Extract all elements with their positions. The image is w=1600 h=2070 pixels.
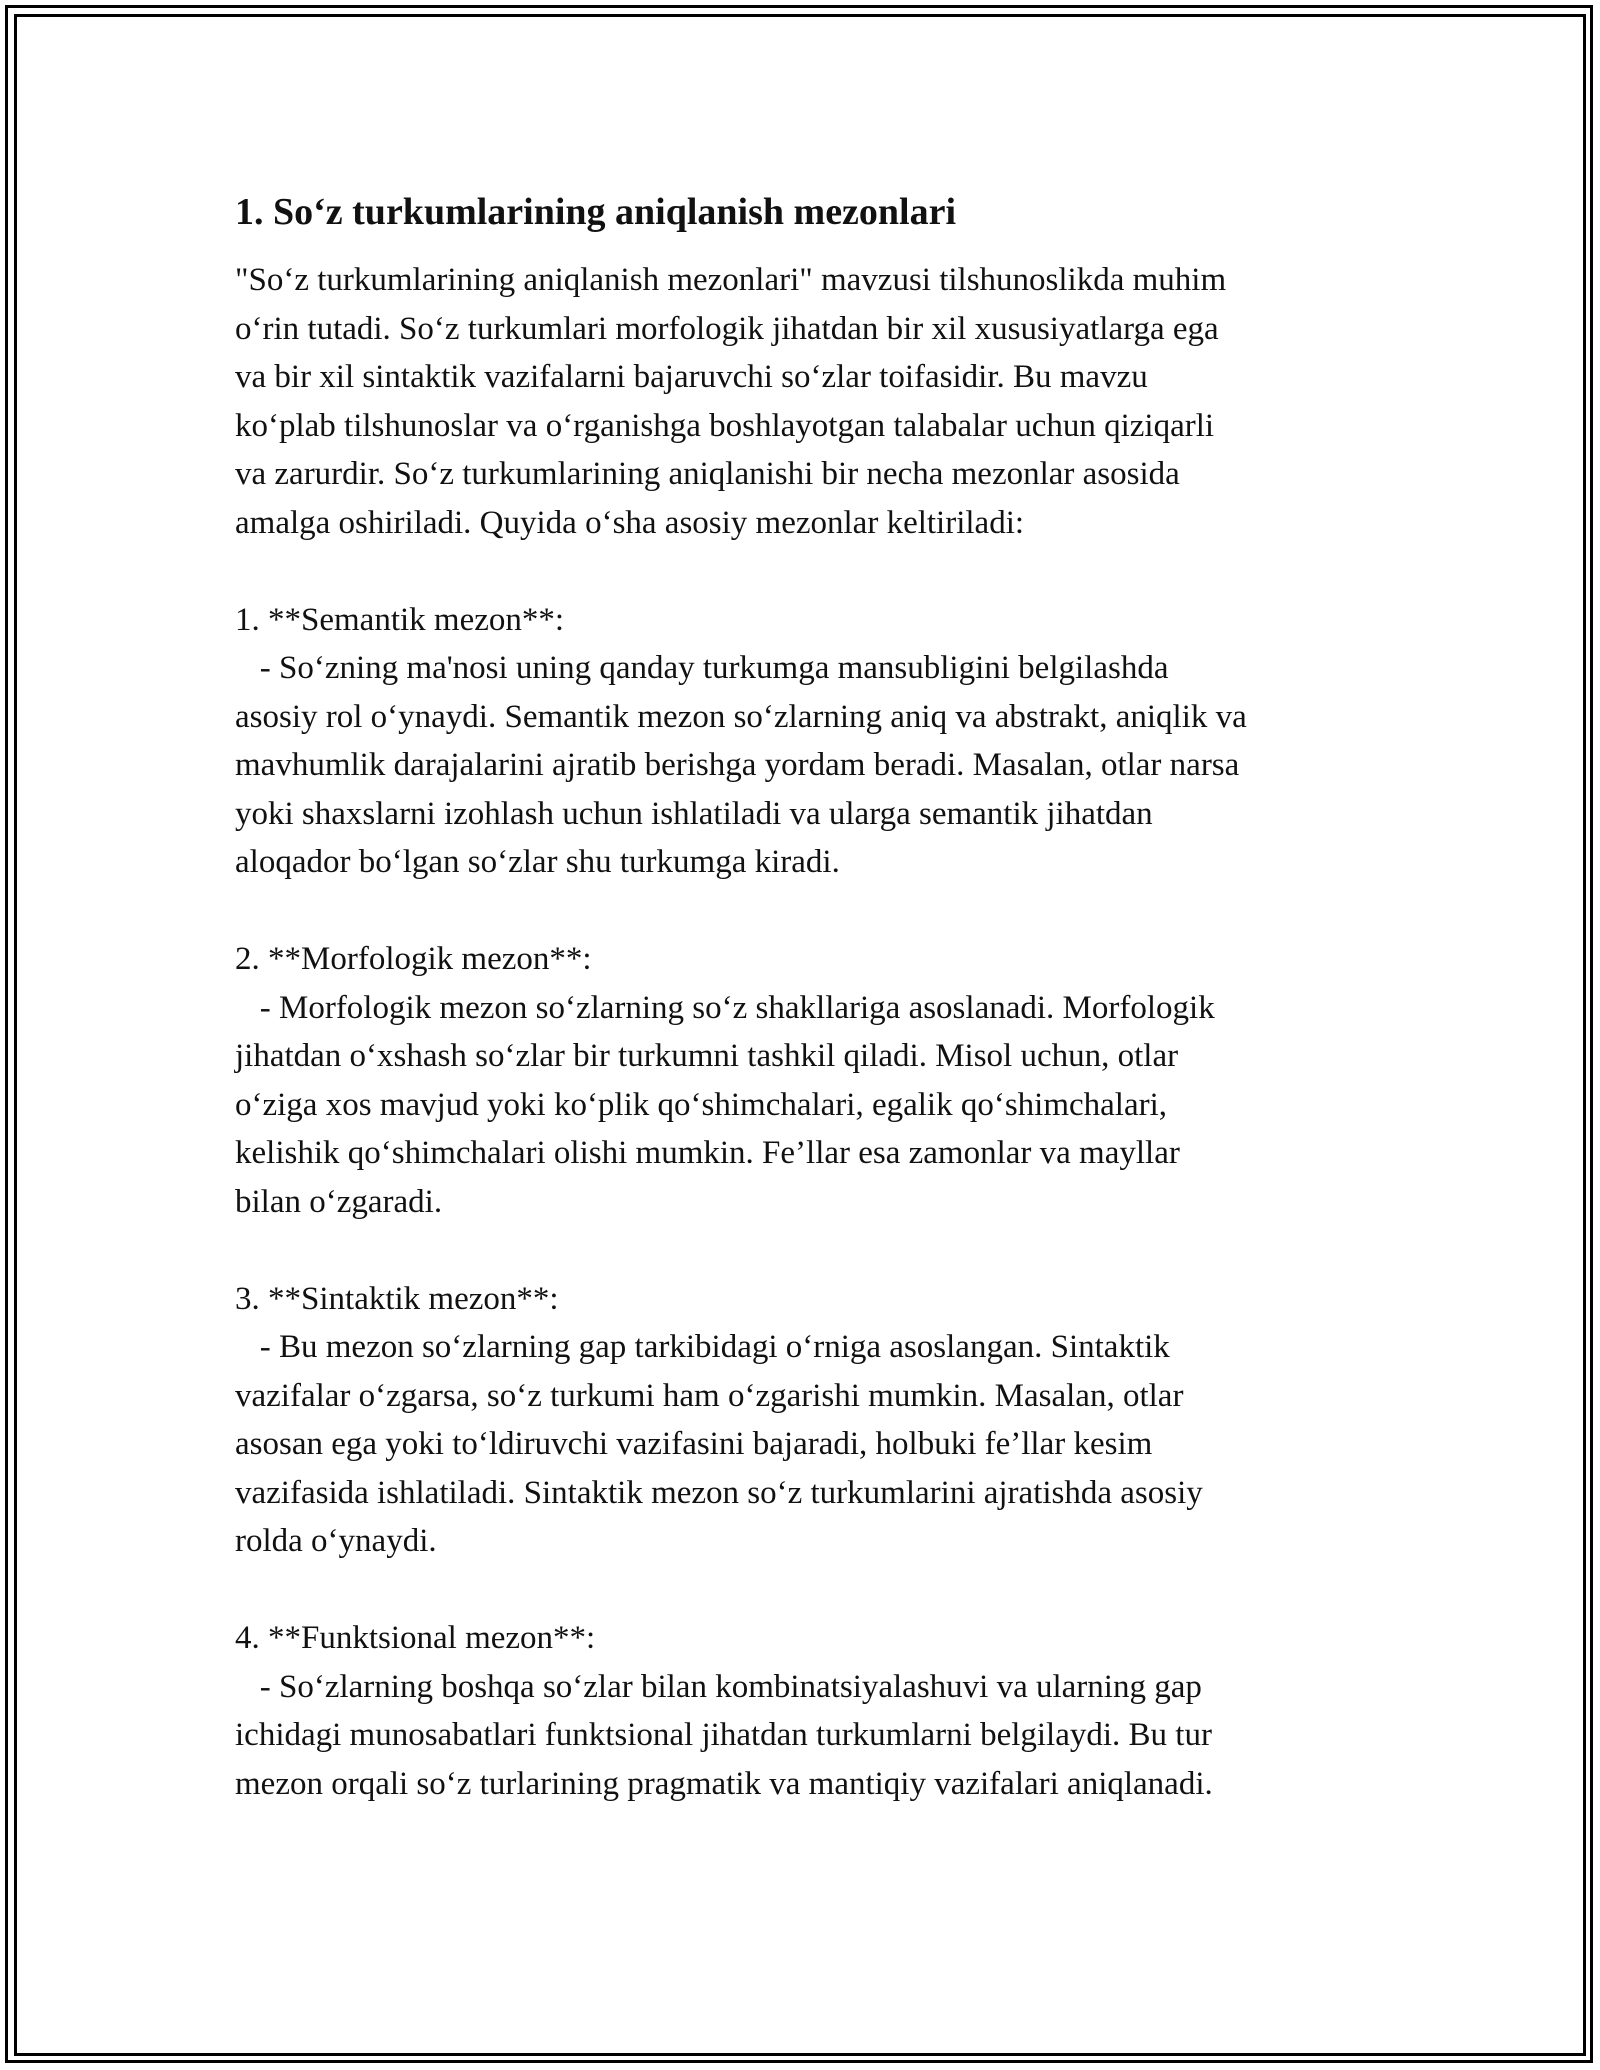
text-line: jihatdan o‘xshash so‘zlar bir turkumni tashkil qiladi. Misol uchun, otlar <box>235 1038 1179 1074</box>
blank-line <box>235 547 1365 596</box>
text-line: aloqador bo‘lgan so‘zlar shu turkumga kiradi. <box>235 844 840 880</box>
document-title: 1. So‘z turkumlarining aniqlanish mezonlari <box>235 191 957 233</box>
text-line: vazifalar o‘zgarsa, so‘z turkumi ham o‘zgarishi mumkin. Masalan, otlar <box>235 1377 1184 1414</box>
text-line: - Morfologik mezon so‘zlarning so‘z shakllariga asoslanadi. Morfologik <box>235 989 1215 1026</box>
text-line: yoki shaxslarni izohlash uchun ishlatiladi va ularga semantik jihatdan <box>235 795 1153 832</box>
text-line: asosiy rol o‘ynaydi. Semantik mezon so‘zlarning aniq va abstrakt, aniqlik va <box>235 698 1247 735</box>
text-line: kelishik qo‘shimchalari olishi mumkin. Fe’llar esa zamonlar va mayllar <box>235 1135 1180 1171</box>
text-line: mezon orqali so‘z turlarining pragmatik va mantiqiy vazifalari aniqlanadi. <box>235 1765 1213 1802</box>
blank-line <box>235 1566 1365 1615</box>
document-body <box>235 256 1365 1808</box>
text-line: 2. **Morfologik mezon**: <box>235 941 592 977</box>
text-line: 3. **Sintaktik mezon**: <box>235 1280 559 1317</box>
text-line: ichidagi munosabatlari funktsional jihatdan turkumlarni belgilaydi. Bu tur <box>235 1717 1212 1753</box>
text-line: - So‘zning ma'nosi uning qanday turkumga mansubligini belgilashda <box>235 650 1169 686</box>
text-line: amalga oshiriladi. Quyida o‘sha asosiy mezonlar keltiriladi: <box>235 504 1025 541</box>
blank-line <box>235 1226 1365 1275</box>
text-line: mavhumlik darajalarini ajratib berishga yordam beradi. Masalan, otlar narsa <box>235 747 1240 783</box>
text-line: asosan ega yoki to‘ldiruvchi vazifasini bajaradi, holbuki fe’llar kesim <box>235 1426 1153 1462</box>
text-line: vazifasida ishlatiladi. Sintaktik mezon so‘z turkumlarini ajratishda asosiy <box>235 1474 1203 1511</box>
text-line: 1. **Semantik mezon**: <box>235 601 565 638</box>
text-line: "So‘z turkumlarining aniqlanish mezonlari" mavzusi tilshunoslikda muhim <box>235 262 1227 298</box>
text-line: bilan o‘zgaradi. <box>235 1183 443 1220</box>
text-line: o‘ziga xos mavjud yoki ko‘plik qo‘shimchalari, egalik qo‘shimchalari, <box>235 1086 1168 1123</box>
text-line: ko‘plab tilshunoslar va o‘rganishga boshlayotgan talabalar uchun qiziqarli <box>235 407 1215 444</box>
text-line: va zarurdir. So‘z turkumlarining aniqlanishi bir necha mezonlar asosida <box>235 456 1180 492</box>
text-line: - Bu mezon so‘zlarning gap tarkibidagi o‘rniga asoslangan. Sintaktik <box>235 1329 1170 1365</box>
blank-line <box>235 887 1365 936</box>
text-line: va bir xil sintaktik vazifalarni bajaruvchi so‘zlar toifasidir. Bu mavzu <box>235 359 1148 395</box>
text-line: - So‘zlarning boshqa so‘zlar bilan kombinatsiyalashuvi va ularning gap <box>235 1668 1202 1705</box>
document-content <box>235 182 1365 1808</box>
text-line: o‘rin tutadi. So‘z turkumlari morfologik jihatdan bir xil xususiyatlarga ega <box>235 310 1219 347</box>
text-line: rolda o‘ynaydi. <box>235 1523 437 1559</box>
text-line: 4. **Funktsional mezon**: <box>235 1620 596 1656</box>
